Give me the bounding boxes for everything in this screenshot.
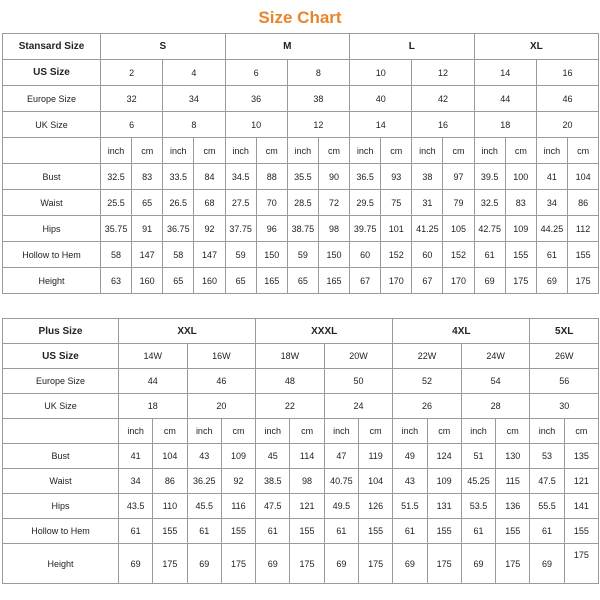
row-label: UK Size [3, 394, 119, 419]
measurement-cell: 104 [568, 164, 599, 190]
unit-cm: cm [564, 419, 598, 444]
measurement-cell: 155 [496, 519, 530, 544]
measurement-cell: 61 [119, 519, 153, 544]
measurement-cell: 49.5 [324, 494, 358, 519]
europe-size-cell: 54 [461, 369, 530, 394]
europe-size-cell: 50 [324, 369, 393, 394]
measurement-cell: 83 [132, 164, 163, 190]
measurement-cell: 141 [564, 494, 598, 519]
row-label: Bust [3, 444, 119, 469]
measurement-cell: 135 [564, 444, 598, 469]
us-size-cell: 20W [324, 344, 393, 369]
measurement-cell: 28.5 [287, 190, 318, 216]
us-size-cell: 10 [350, 60, 412, 86]
unit-inch: inch [474, 138, 505, 164]
size-header-row [3, 319, 599, 344]
size-name: S [101, 34, 226, 60]
unit-inch: inch [101, 138, 132, 164]
uk-size-cell: 14 [350, 112, 412, 138]
unit-inch: inch [536, 138, 567, 164]
measurement-cell: 61 [324, 519, 358, 544]
measurement-cell: 91 [132, 216, 163, 242]
measurement-cell: 69 [187, 544, 221, 584]
measurement-cell: 38.75 [287, 216, 318, 242]
unit-cm: cm [358, 419, 392, 444]
unit-cm: cm [153, 419, 187, 444]
row-label: Bust [3, 164, 101, 190]
unit-cm: cm [132, 138, 163, 164]
measurement-cell: 44.25 [536, 216, 567, 242]
us-size-cell: 22W [393, 344, 462, 369]
measurement-cell: 175 [496, 544, 530, 584]
size-header-label: Plus Size [3, 319, 119, 344]
measurement-cell: 51.5 [393, 494, 427, 519]
units-blank [3, 419, 119, 444]
measurement-cell: 147 [132, 242, 163, 268]
measurement-cell: 27.5 [225, 190, 256, 216]
measurement-cell: 29.5 [350, 190, 381, 216]
size-name: 5XL [530, 319, 599, 344]
measurement-cell: 165 [256, 268, 287, 294]
europe-size-cell: 36 [225, 86, 287, 112]
measurement-cell: 152 [443, 242, 474, 268]
europe-size-cell: 44 [474, 86, 536, 112]
measurement-cell: 61 [393, 519, 427, 544]
measurement-cell: 101 [381, 216, 412, 242]
measurement-cell: 175 [290, 544, 324, 584]
uk-size-cell: 26 [393, 394, 462, 419]
unit-inch: inch [119, 419, 153, 444]
us-size-cell: 2 [101, 60, 163, 86]
europe-size-cell: 32 [101, 86, 163, 112]
measurement-cell: 47.5 [256, 494, 290, 519]
measurement-row [3, 519, 599, 544]
measurement-cell: 175 [505, 268, 536, 294]
measurement-cell: 114 [290, 444, 324, 469]
measurement-cell: 61 [461, 519, 495, 544]
us-size-cell: 6 [225, 60, 287, 86]
uk-size-cell: 16 [412, 112, 474, 138]
measurement-row [3, 444, 599, 469]
measurement-cell: 41.25 [412, 216, 443, 242]
measurement-cell: 35.75 [101, 216, 132, 242]
measurement-cell: 155 [153, 519, 187, 544]
size-name: XXL [119, 319, 256, 344]
size-name: M [225, 34, 350, 60]
unit-cm: cm [443, 138, 474, 164]
measurement-cell: 98 [318, 216, 349, 242]
measurement-row [3, 190, 599, 216]
size-name: 4XL [393, 319, 530, 344]
unit-inch: inch [225, 138, 256, 164]
measurement-cell: 69 [119, 544, 153, 584]
europe-size-cell: 46 [536, 86, 598, 112]
measurement-cell: 69 [393, 544, 427, 584]
row-label: UK Size [3, 112, 101, 138]
measurement-cell: 49 [393, 444, 427, 469]
size-name: L [350, 34, 475, 60]
unit-cm: cm [505, 138, 536, 164]
measurement-cell: 37.75 [225, 216, 256, 242]
measurement-row [3, 242, 599, 268]
measurement-cell: 36.75 [163, 216, 194, 242]
measurement-cell: 83 [505, 190, 536, 216]
measurement-cell: 34 [536, 190, 567, 216]
unit-cm: cm [496, 419, 530, 444]
unit-cm: cm [256, 138, 287, 164]
us-size-cell: 14W [119, 344, 188, 369]
measurement-row [3, 544, 599, 584]
europe-size-cell: 38 [287, 86, 349, 112]
measurement-cell: 39.5 [474, 164, 505, 190]
row-label: Hollow to Hem [3, 242, 101, 268]
measurement-cell: 131 [427, 494, 461, 519]
measurement-cell: 155 [564, 519, 598, 544]
row-label: Europe Size [3, 369, 119, 394]
uk-size-cell: 18 [119, 394, 188, 419]
measurement-cell: 35.5 [287, 164, 318, 190]
unit-cm: cm [194, 138, 225, 164]
unit-inch: inch [412, 138, 443, 164]
measurement-cell: 72 [318, 190, 349, 216]
measurement-cell: 53 [530, 444, 564, 469]
measurement-cell: 67 [350, 268, 381, 294]
uk-size-row [3, 394, 599, 419]
measurement-cell: 41 [119, 444, 153, 469]
row-label: Hips [3, 216, 101, 242]
measurement-cell: 160 [132, 268, 163, 294]
measurement-cell: 55.5 [530, 494, 564, 519]
unit-inch: inch [324, 419, 358, 444]
size-name: XXXL [256, 319, 393, 344]
measurement-cell: 92 [221, 469, 255, 494]
unit-inch: inch [350, 138, 381, 164]
us-size-cell: 18W [256, 344, 325, 369]
unit-cm: cm [427, 419, 461, 444]
us-size-cell: 24W [461, 344, 530, 369]
uk-size-cell: 28 [461, 394, 530, 419]
measurement-cell: 79 [443, 190, 474, 216]
measurement-cell: 41 [536, 164, 567, 190]
measurement-cell: 42.75 [474, 216, 505, 242]
measurement-cell: 150 [256, 242, 287, 268]
measurement-cell: 69 [536, 268, 567, 294]
measurement-cell: 109 [427, 469, 461, 494]
measurement-cell: 31 [412, 190, 443, 216]
units-row [3, 138, 599, 164]
measurement-cell: 97 [443, 164, 474, 190]
measurement-cell: 124 [427, 444, 461, 469]
measurement-cell: 61 [536, 242, 567, 268]
plus-size-table [2, 318, 599, 584]
measurement-cell: 96 [256, 216, 287, 242]
measurement-cell: 86 [153, 469, 187, 494]
uk-size-cell: 20 [187, 394, 256, 419]
measurement-cell: 60 [350, 242, 381, 268]
measurement-cell: 121 [290, 494, 324, 519]
measurement-cell: 112 [568, 216, 599, 242]
measurement-cell: 155 [568, 242, 599, 268]
measurement-row [3, 494, 599, 519]
uk-size-cell: 20 [536, 112, 598, 138]
size-header-label: Stansard Size [3, 34, 101, 60]
measurement-cell: 45.25 [461, 469, 495, 494]
measurement-cell: 175 [358, 544, 392, 584]
unit-inch: inch [256, 419, 290, 444]
unit-inch: inch [163, 138, 194, 164]
europe-size-row [3, 369, 599, 394]
uk-size-row [3, 112, 599, 138]
measurement-cell: 32.5 [474, 190, 505, 216]
measurement-cell: 65 [163, 268, 194, 294]
measurement-cell: 119 [358, 444, 392, 469]
measurement-cell: 90 [318, 164, 349, 190]
uk-size-cell: 30 [530, 394, 599, 419]
row-label: Waist [3, 469, 119, 494]
measurement-cell: 93 [381, 164, 412, 190]
measurement-cell: 67 [412, 268, 443, 294]
measurement-cell: 88 [256, 164, 287, 190]
measurement-cell: 39.75 [350, 216, 381, 242]
measurement-cell: 60 [412, 242, 443, 268]
measurement-cell: 26.5 [163, 190, 194, 216]
europe-size-cell: 46 [187, 369, 256, 394]
measurement-cell: 36.25 [187, 469, 221, 494]
row-label: US Size [3, 344, 119, 369]
measurement-cell: 36.5 [350, 164, 381, 190]
measurement-cell: 69 [461, 544, 495, 584]
measurement-cell: 84 [194, 164, 225, 190]
measurement-cell: 126 [358, 494, 392, 519]
measurement-cell: 33.5 [163, 164, 194, 190]
europe-size-cell: 48 [256, 369, 325, 394]
unit-cm: cm [290, 419, 324, 444]
row-label: Hips [3, 494, 119, 519]
measurement-cell: 92 [194, 216, 225, 242]
measurement-cell: 175 [568, 268, 599, 294]
measurement-cell: 104 [358, 469, 392, 494]
measurement-cell: 109 [505, 216, 536, 242]
measurement-cell: 98 [290, 469, 324, 494]
uk-size-cell: 24 [324, 394, 393, 419]
row-label: Waist [3, 190, 101, 216]
measurement-cell: 110 [153, 494, 187, 519]
us-size-row [3, 344, 599, 369]
measurement-cell: 116 [221, 494, 255, 519]
measurement-cell: 147 [194, 242, 225, 268]
measurement-cell: 75 [381, 190, 412, 216]
uk-size-cell: 22 [256, 394, 325, 419]
measurement-cell: 65 [287, 268, 318, 294]
measurement-cell: 61 [256, 519, 290, 544]
us-size-cell: 14 [474, 60, 536, 86]
page-title: Size Chart [258, 8, 342, 27]
measurement-cell: 43 [187, 444, 221, 469]
measurement-cell: 86 [568, 190, 599, 216]
measurement-cell: 155 [358, 519, 392, 544]
unit-cm: cm [318, 138, 349, 164]
measurement-cell: 34 [119, 469, 153, 494]
measurement-cell: 109 [221, 444, 255, 469]
measurement-cell: 65 [132, 190, 163, 216]
units-row [3, 419, 599, 444]
measurement-cell: 175 [564, 544, 598, 584]
measurement-cell: 69 [474, 268, 505, 294]
measurement-cell: 45 [256, 444, 290, 469]
measurement-cell: 136 [496, 494, 530, 519]
measurement-cell: 155 [505, 242, 536, 268]
row-label: Hollow to Hem [3, 519, 119, 544]
measurement-cell: 45.5 [187, 494, 221, 519]
measurement-cell: 160 [194, 268, 225, 294]
row-label: US Size [3, 60, 101, 86]
measurement-cell: 43 [393, 469, 427, 494]
europe-size-cell: 34 [163, 86, 225, 112]
europe-size-cell: 42 [412, 86, 474, 112]
measurement-cell: 53.5 [461, 494, 495, 519]
measurement-cell: 170 [443, 268, 474, 294]
europe-size-cell: 40 [350, 86, 412, 112]
uk-size-cell: 18 [474, 112, 536, 138]
measurement-cell: 61 [530, 519, 564, 544]
units-blank [3, 138, 101, 164]
measurement-cell: 58 [101, 242, 132, 268]
unit-inch: inch [461, 419, 495, 444]
measurement-cell: 40.75 [324, 469, 358, 494]
measurement-cell: 121 [564, 469, 598, 494]
measurement-cell: 59 [225, 242, 256, 268]
us-size-cell: 26W [530, 344, 599, 369]
measurement-cell: 38 [412, 164, 443, 190]
row-label: Height [3, 268, 101, 294]
europe-size-row [3, 86, 599, 112]
uk-size-cell: 8 [163, 112, 225, 138]
uk-size-cell: 6 [101, 112, 163, 138]
unit-inch: inch [393, 419, 427, 444]
size-header-row [3, 34, 599, 60]
measurement-cell: 38.5 [256, 469, 290, 494]
measurement-row [3, 469, 599, 494]
unit-inch: inch [187, 419, 221, 444]
measurement-cell: 175 [221, 544, 255, 584]
measurement-cell: 58 [163, 242, 194, 268]
measurement-cell: 100 [505, 164, 536, 190]
measurement-cell: 65 [225, 268, 256, 294]
measurement-cell: 170 [381, 268, 412, 294]
unit-inch: inch [287, 138, 318, 164]
measurement-cell: 152 [381, 242, 412, 268]
measurement-row [3, 216, 599, 242]
us-size-cell: 16W [187, 344, 256, 369]
uk-size-cell: 10 [225, 112, 287, 138]
standard-size-table [2, 33, 599, 294]
size-name: XL [474, 34, 599, 60]
measurement-row [3, 268, 599, 294]
measurement-cell: 47 [324, 444, 358, 469]
measurement-cell: 69 [256, 544, 290, 584]
us-size-cell: 4 [163, 60, 225, 86]
unit-cm: cm [221, 419, 255, 444]
measurement-cell: 59 [287, 242, 318, 268]
measurement-cell: 155 [221, 519, 255, 544]
row-label: Height [3, 544, 119, 584]
measurement-cell: 105 [443, 216, 474, 242]
measurement-cell: 175 [153, 544, 187, 584]
us-size-cell: 12 [412, 60, 474, 86]
measurement-cell: 32.5 [101, 164, 132, 190]
unit-cm: cm [568, 138, 599, 164]
measurement-cell: 63 [101, 268, 132, 294]
measurement-cell: 155 [290, 519, 324, 544]
us-size-cell: 16 [536, 60, 598, 86]
measurement-row [3, 164, 599, 190]
measurement-cell: 43.5 [119, 494, 153, 519]
measurement-cell: 34.5 [225, 164, 256, 190]
measurement-cell: 68 [194, 190, 225, 216]
measurement-cell: 104 [153, 444, 187, 469]
measurement-cell: 47.5 [530, 469, 564, 494]
measurement-cell: 69 [530, 544, 564, 584]
measurement-cell: 70 [256, 190, 287, 216]
europe-size-cell: 44 [119, 369, 188, 394]
uk-size-cell: 12 [287, 112, 349, 138]
measurement-cell: 69 [324, 544, 358, 584]
measurement-cell: 61 [474, 242, 505, 268]
unit-inch: inch [530, 419, 564, 444]
measurement-cell: 115 [496, 469, 530, 494]
measurement-cell: 165 [318, 268, 349, 294]
measurement-cell: 130 [496, 444, 530, 469]
measurement-cell: 51 [461, 444, 495, 469]
measurement-cell: 155 [427, 519, 461, 544]
us-size-row [3, 60, 599, 86]
measurement-cell: 61 [187, 519, 221, 544]
europe-size-cell: 52 [393, 369, 462, 394]
unit-cm: cm [381, 138, 412, 164]
europe-size-cell: 56 [530, 369, 599, 394]
measurement-cell: 150 [318, 242, 349, 268]
us-size-cell: 8 [287, 60, 349, 86]
measurement-cell: 175 [427, 544, 461, 584]
row-label: Europe Size [3, 86, 101, 112]
measurement-cell: 25.5 [101, 190, 132, 216]
